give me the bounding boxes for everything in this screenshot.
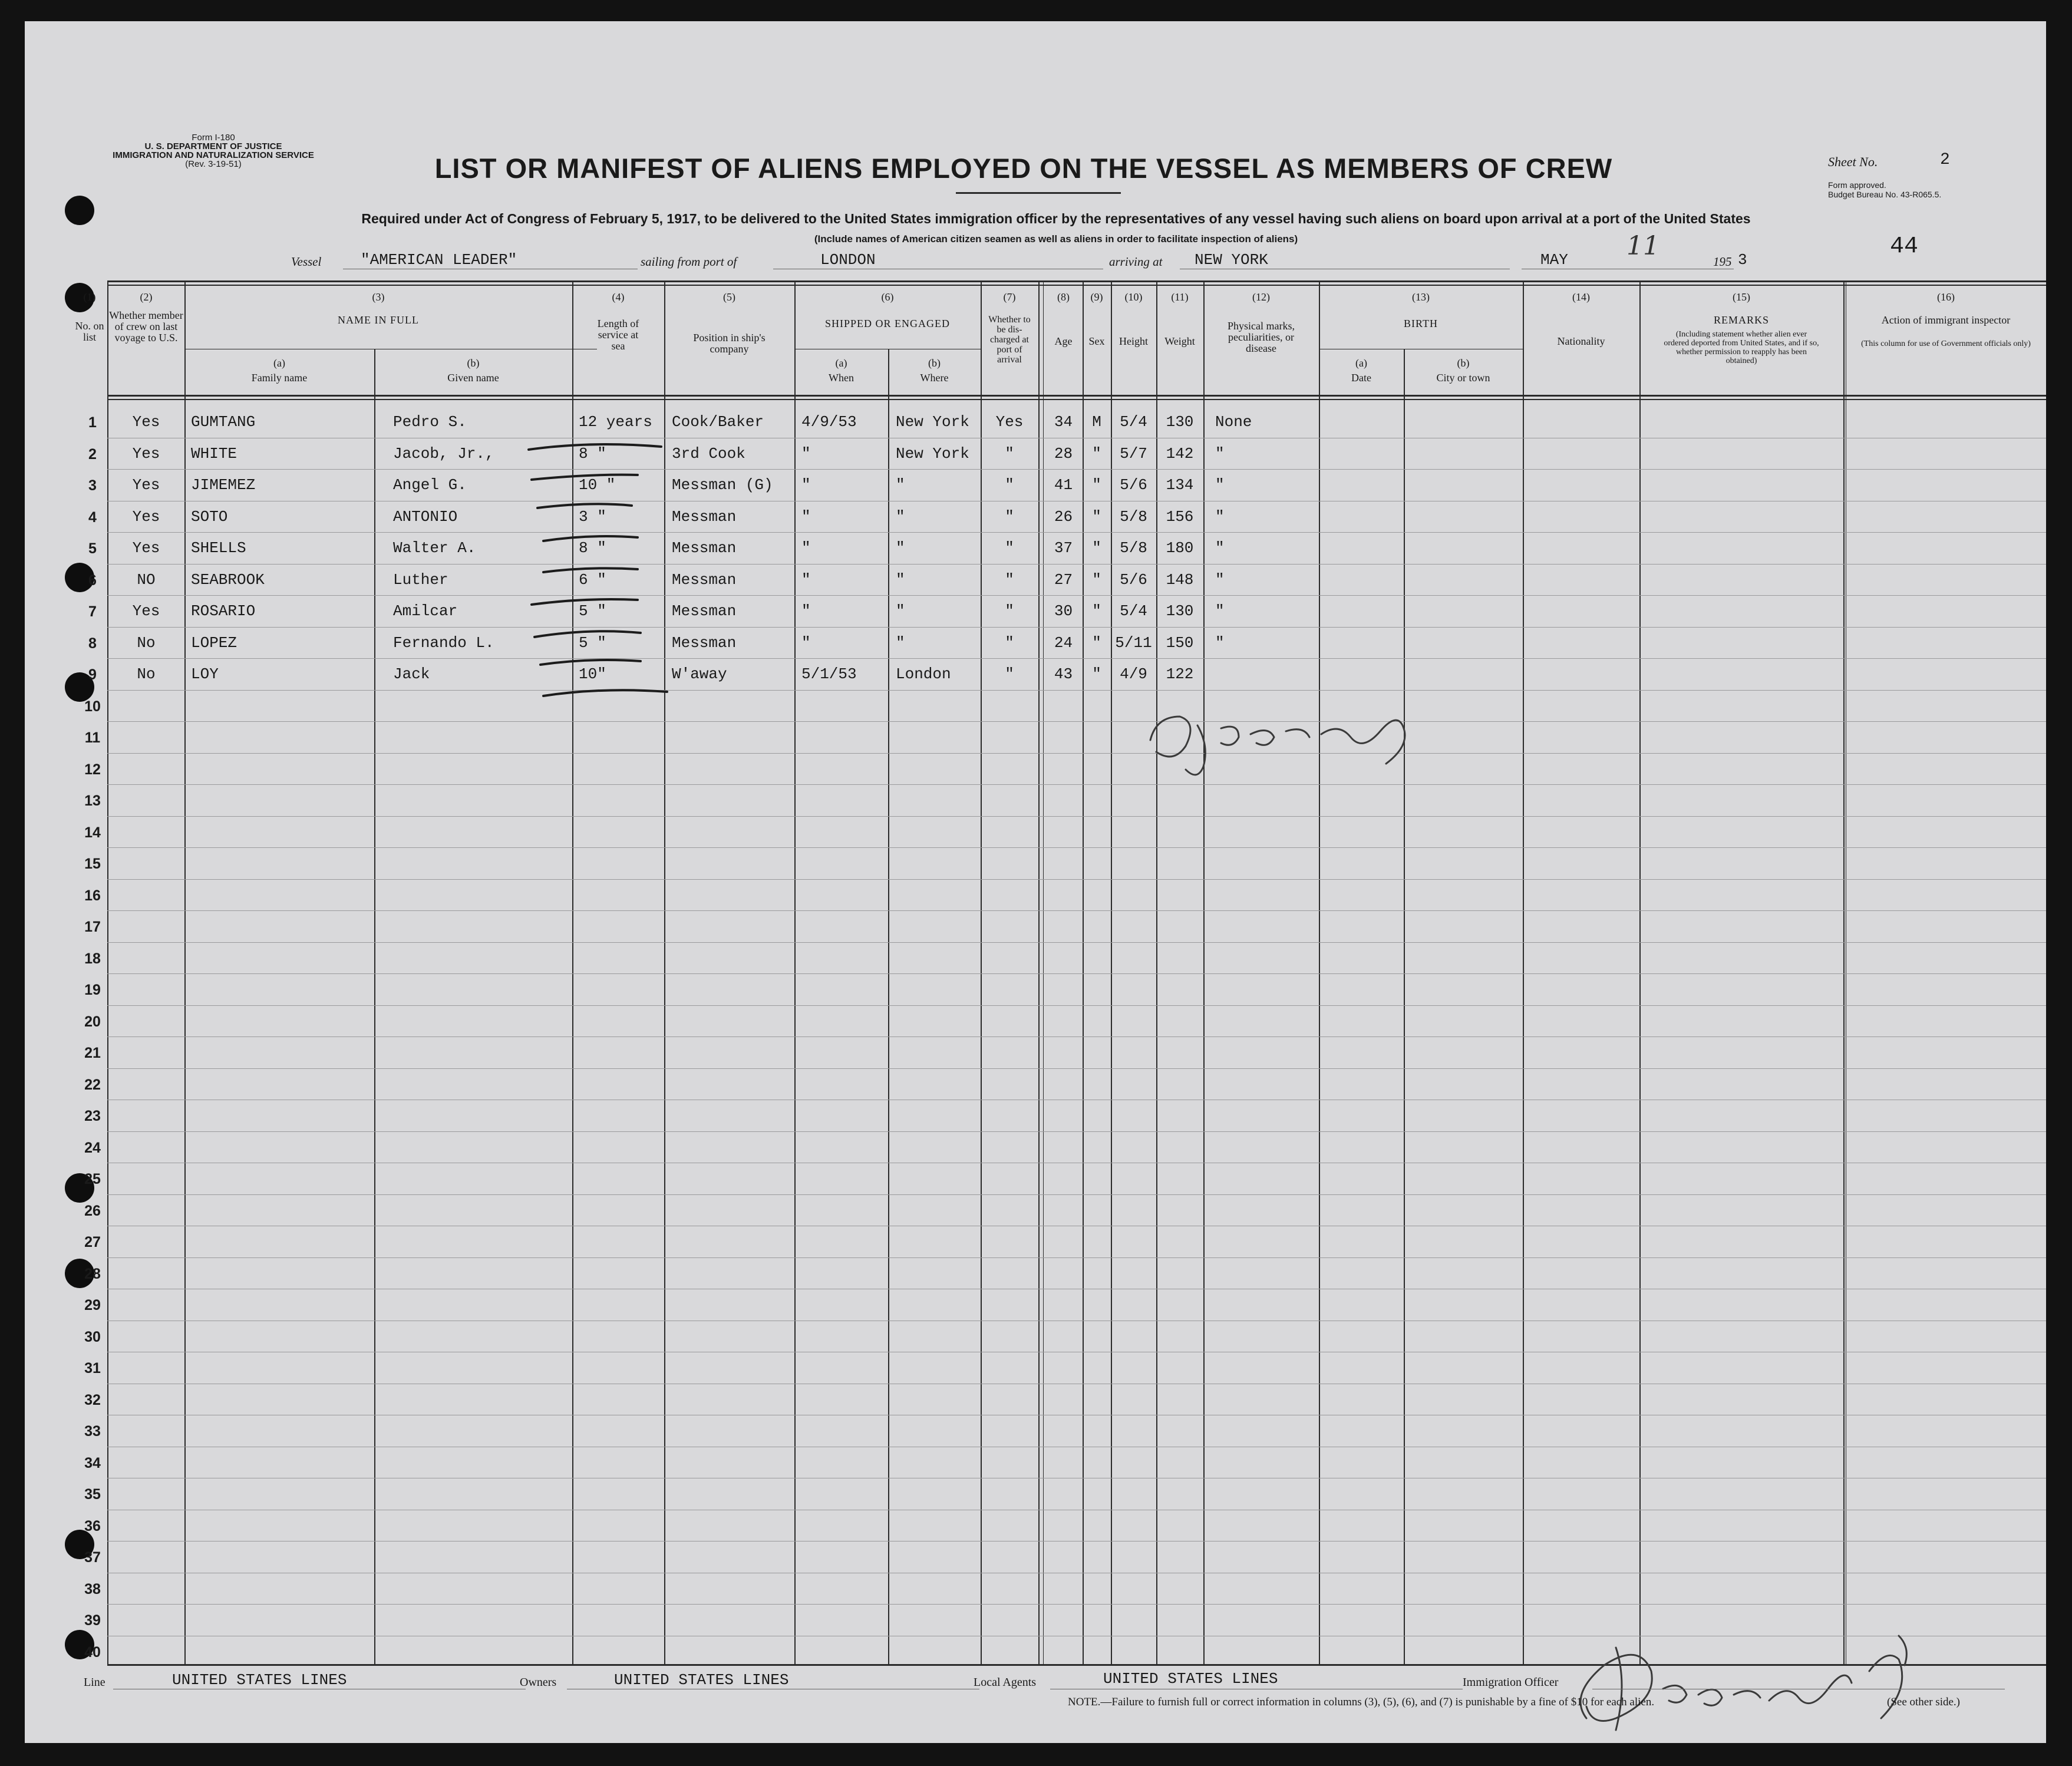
last-voyage-cell: Yes — [132, 444, 160, 463]
col10-header: Height — [1119, 335, 1148, 347]
budget-bureau-number: Budget Bureau No. 43-R065.5. — [1828, 190, 1942, 199]
col12-header: Physical marks, peculiarities, or disease — [1228, 320, 1295, 354]
age-cell: 30 — [1054, 602, 1073, 620]
row-number: 31 — [84, 1360, 101, 1377]
weight-cell: 148 — [1166, 570, 1194, 589]
discharge-cell: " — [1005, 507, 1014, 526]
strike-line — [543, 690, 667, 696]
agents-label: Local Agents — [974, 1676, 1037, 1689]
family-name-cell: LOY — [191, 665, 219, 683]
given-name-cell: Jacob, Jr., — [393, 444, 494, 463]
physical-marks-cell: " — [1215, 633, 1225, 652]
height-cell: 5/8 — [1120, 507, 1147, 526]
weight-cell: 142 — [1166, 444, 1194, 463]
arriving-label: arriving at — [1109, 255, 1163, 269]
arrival-day-handwritten: 11 — [1626, 231, 1659, 261]
sex-cell: " — [1092, 476, 1101, 494]
row-number: 18 — [84, 950, 101, 967]
owners-label: Owners — [520, 1676, 557, 1689]
shipped-when-cell: " — [801, 602, 811, 620]
row-number: 4 — [88, 509, 97, 526]
height-cell: 5/11 — [1115, 633, 1152, 652]
vessel-label: Vessel — [291, 255, 322, 269]
row-number: 30 — [84, 1329, 101, 1345]
row-number: 6 — [88, 572, 97, 589]
shipped-when-cell: " — [801, 539, 811, 557]
service-length-cell: 3 " — [579, 507, 606, 526]
strike-line — [543, 536, 638, 541]
service-length-cell: 10 " — [579, 476, 616, 494]
line-label: Line — [84, 1676, 105, 1689]
col3b-header: Given name — [447, 372, 499, 384]
row-number: 15 — [84, 856, 101, 872]
col11-number: (11) — [1171, 291, 1189, 303]
col15-header: REMARKS — [1713, 314, 1770, 326]
see-other-side: (See other side.) — [1887, 1696, 1960, 1708]
row-number: 38 — [84, 1581, 101, 1597]
vessel-name: "AMERICAN LEADER" — [361, 251, 517, 269]
discharge-cell: " — [1005, 633, 1014, 652]
height-cell: 5/7 — [1120, 444, 1147, 463]
position-cell: Messman — [672, 507, 737, 526]
position-cell: Messman (G) — [672, 476, 773, 494]
col6a-header: When — [829, 372, 854, 384]
col4-number: (4) — [612, 291, 625, 303]
row-number: 9 — [88, 666, 97, 683]
family-name-cell: LOPEZ — [191, 633, 237, 652]
age-cell: 24 — [1054, 633, 1073, 652]
height-cell: 5/8 — [1120, 539, 1147, 557]
col3-header: NAME IN FULL — [338, 314, 419, 326]
line-value: UNITED STATES LINES — [172, 1671, 347, 1689]
age-cell: 43 — [1054, 665, 1073, 683]
sailing-port: LONDON — [820, 251, 876, 269]
arrival-month: MAY — [1540, 251, 1568, 269]
strike-line — [535, 631, 641, 637]
manifest-sheet — [25, 21, 2046, 1743]
row-number: 21 — [84, 1045, 101, 1061]
col9-number: (9) — [1090, 291, 1103, 303]
row-number: 14 — [84, 824, 101, 841]
col3a-header: Family name — [251, 372, 308, 384]
inspector-initials — [1150, 717, 1405, 775]
last-voyage-cell: Yes — [132, 476, 160, 494]
weight-cell: 156 — [1166, 507, 1194, 526]
service-length-cell: 8 " — [579, 444, 606, 463]
physical-marks-cell: " — [1215, 476, 1225, 494]
shipped-where-cell: " — [896, 602, 905, 620]
col13-number: (13) — [1412, 291, 1430, 303]
department-name: U. S. DEPARTMENT OF JUSTICE — [144, 141, 282, 151]
last-voyage-cell: NO — [137, 570, 156, 589]
arriving-port: NEW YORK — [1195, 251, 1268, 269]
row-number: 29 — [84, 1297, 101, 1313]
strike-line — [543, 568, 638, 572]
shipped-when-cell: " — [801, 507, 811, 526]
sex-cell: " — [1092, 539, 1101, 557]
col15-note: (Including statement whether alien ever ordered deported from United States, and if so, whether permission to reapply has been obtained) — [1664, 330, 1819, 365]
sheet-label: Sheet No. — [1828, 154, 1878, 169]
col6b-header: Where — [920, 372, 949, 384]
row-number: 28 — [84, 1266, 101, 1282]
col8-number: (8) — [1057, 291, 1070, 303]
age-cell: 26 — [1054, 507, 1073, 526]
owners-value: UNITED STATES LINES — [614, 1671, 789, 1689]
row-number: 23 — [84, 1108, 101, 1124]
service-name: IMMIGRATION AND NATURALIZATION SERVICE — [113, 150, 314, 160]
sheet-number: 2 — [1940, 151, 1950, 169]
pen-strikes — [25, 21, 2046, 1743]
discharge-cell: " — [1005, 665, 1014, 683]
physical-marks-cell: " — [1215, 602, 1225, 620]
row-number: 10 — [84, 698, 101, 715]
col6b-number: (b) — [928, 357, 941, 369]
shipped-where-cell: " — [896, 570, 905, 589]
service-length-cell: 5 " — [579, 602, 606, 620]
sailing-label: sailing from port of — [641, 255, 737, 269]
col6-number: (6) — [881, 291, 894, 303]
officer-label: Immigration Officer — [1463, 1676, 1559, 1689]
service-length-cell: 12 years — [579, 413, 652, 431]
footer-note: NOTE.—Failure to furnish full or correct information in columns (3), (5), (6), and (7) is punishable by a fine of $10 for each alien. — [1068, 1696, 1655, 1708]
shipped-where-cell: " — [896, 633, 905, 652]
shipped-when-cell: " — [801, 476, 811, 494]
col3-number: (3) — [372, 291, 385, 303]
given-name-cell: Jack — [393, 665, 430, 683]
service-length-cell: 5 " — [579, 633, 606, 652]
row-number: 16 — [84, 887, 101, 904]
given-name-cell: Walter A. — [393, 539, 476, 557]
last-voyage-cell: No — [137, 665, 156, 683]
col16-note: (This column for use of Government officials only) — [1861, 339, 2031, 348]
row-number: 7 — [88, 603, 97, 620]
last-voyage-cell: Yes — [132, 507, 160, 526]
height-cell: 5/6 — [1120, 570, 1147, 589]
row-number: 33 — [84, 1423, 101, 1440]
row-number: 26 — [84, 1203, 101, 1219]
row-number: 37 — [84, 1549, 101, 1566]
given-name-cell: Fernando L. — [393, 633, 494, 652]
col13b-number: (b) — [1457, 357, 1470, 369]
col7-number: (7) — [1003, 291, 1016, 303]
position-cell: Messman — [672, 602, 737, 620]
col1-header: No. on list — [75, 320, 104, 343]
col6-header: SHIPPED OR ENGAGED — [824, 318, 950, 329]
service-length-cell: 10" — [579, 665, 606, 683]
family-name-cell: SEABROOK — [191, 570, 265, 589]
year-suffix: 3 — [1738, 251, 1747, 269]
physical-marks-cell: None — [1215, 413, 1252, 431]
col14-number: (14) — [1572, 291, 1590, 303]
col4-header: Length of service at sea — [597, 318, 639, 352]
col2-header: Whether member of crew on last voyage to U.S. — [109, 309, 183, 344]
shipped-where-cell: " — [896, 476, 905, 494]
height-cell: 5/6 — [1120, 476, 1147, 494]
weight-cell: 130 — [1166, 602, 1194, 620]
age-cell: 41 — [1054, 476, 1073, 494]
age-cell: 37 — [1054, 539, 1073, 557]
row-number: 20 — [84, 1014, 101, 1030]
row-number: 25 — [84, 1171, 101, 1187]
form-revision: (Rev. 3-19-51) — [185, 159, 242, 169]
discharge-cell: " — [1005, 539, 1014, 557]
physical-marks-cell: " — [1215, 507, 1225, 526]
position-cell: W'away — [672, 665, 727, 683]
shipped-where-cell: New York — [896, 444, 969, 463]
strike-line — [532, 599, 638, 605]
subtitle-note: (Include names of American citizen seamen as well as aliens in order to facilitate inspection of aliens) — [814, 233, 1298, 245]
service-length-cell: 8 " — [579, 539, 606, 557]
family-name-cell: SOTO — [191, 507, 228, 526]
shipped-when-cell: 5/1/53 — [801, 665, 857, 683]
col10-number: (10) — [1124, 291, 1143, 303]
physical-marks-cell: " — [1215, 570, 1225, 589]
sex-cell: " — [1092, 444, 1101, 463]
weight-cell: 150 — [1166, 633, 1194, 652]
family-name-cell: ROSARIO — [191, 602, 256, 620]
col16-number: (16) — [1937, 291, 1955, 303]
col13-header: BIRTH — [1404, 318, 1438, 329]
col13a-number: (a) — [1355, 357, 1367, 369]
height-cell: 4/9 — [1120, 665, 1147, 683]
row-number: 11 — [84, 729, 101, 746]
age-cell: 28 — [1054, 444, 1073, 463]
col6a-number: (a) — [835, 357, 847, 369]
row-number: 12 — [84, 761, 101, 778]
discharge-cell: " — [1005, 444, 1014, 463]
row-number: 5 — [88, 540, 97, 557]
discharge-cell: " — [1005, 602, 1014, 620]
row-number: 1 — [88, 414, 97, 431]
position-cell: 3rd Cook — [672, 444, 745, 463]
weight-cell: 180 — [1166, 539, 1194, 557]
page-title: LIST OR MANIFEST OF ALIENS EMPLOYED ON THE VESSEL AS MEMBERS OF CREW — [434, 153, 1613, 184]
family-name-cell: WHITE — [191, 444, 237, 463]
position-cell: Messman — [672, 539, 737, 557]
row-number: 13 — [84, 793, 101, 809]
height-cell: 5/4 — [1120, 413, 1147, 431]
row-number: 27 — [84, 1234, 101, 1250]
physical-marks-cell: " — [1215, 444, 1225, 463]
col11-header: Weight — [1164, 335, 1195, 347]
agents-value: UNITED STATES LINES — [1103, 1670, 1278, 1688]
sex-cell: " — [1092, 633, 1101, 652]
sex-cell: " — [1092, 665, 1101, 683]
row-number: 35 — [84, 1486, 101, 1503]
row-number: 39 — [84, 1612, 101, 1629]
row-number: 36 — [84, 1518, 101, 1534]
sex-cell: " — [1092, 570, 1101, 589]
col7-header: Whether to be dis-charged at port of arrival — [988, 315, 1031, 365]
given-name-cell: Luther — [393, 570, 448, 589]
shipped-where-cell: London — [896, 665, 951, 683]
position-cell: Messman — [672, 570, 737, 589]
form-number: Form I-180 — [192, 133, 235, 143]
service-length-cell: 6 " — [579, 570, 606, 589]
position-cell: Cook/Baker — [672, 413, 764, 431]
approval-line: Form approved. — [1828, 180, 1886, 190]
col3b-number: (b) — [467, 357, 480, 369]
strike-line — [540, 660, 641, 665]
col12-number: (12) — [1252, 291, 1270, 303]
col14-header: Nationality — [1557, 335, 1605, 347]
strike-line — [537, 504, 632, 508]
row-number: 19 — [84, 982, 101, 998]
col5-header: Position in ship's company — [693, 332, 766, 355]
physical-marks-cell: " — [1215, 539, 1225, 557]
weight-cell: 122 — [1166, 665, 1194, 683]
subtitle: Required under Act of Congress of February 5, 1917, to be delivered to the United States immigration officer by the representatives of any vessel having such aliens on board upon arrival at a port of the United States — [361, 211, 1751, 226]
sex-cell: " — [1092, 507, 1101, 526]
sex-cell: " — [1092, 602, 1101, 620]
given-name-cell: ANTONIO — [393, 507, 458, 526]
row-number: 32 — [84, 1392, 101, 1408]
page-mark: 44 — [1890, 233, 1919, 260]
given-name-cell: Pedro S. — [393, 413, 467, 431]
sex-cell: M — [1092, 413, 1101, 431]
row-number: 8 — [88, 635, 97, 652]
shipped-where-cell: " — [896, 539, 905, 557]
strike-line — [529, 444, 661, 450]
shipped-where-cell: " — [896, 507, 905, 526]
age-cell: 27 — [1054, 570, 1073, 589]
row-number: 3 — [88, 477, 97, 494]
col9-header: Sex — [1088, 335, 1105, 347]
row-number: 34 — [84, 1455, 101, 1471]
last-voyage-cell: No — [137, 633, 156, 652]
row-number: 40 — [84, 1644, 101, 1661]
col13b-header: City or town — [1436, 372, 1490, 384]
col3a-number: (a) — [273, 357, 285, 369]
shipped-when-cell: " — [801, 444, 811, 463]
col5-number: (5) — [723, 291, 735, 303]
last-voyage-cell: Yes — [132, 413, 160, 431]
shipped-when-cell: " — [801, 633, 811, 652]
discharge-cell: Yes — [995, 413, 1024, 431]
weight-cell: 130 — [1166, 413, 1194, 431]
row-number: 17 — [84, 919, 101, 935]
family-name-cell: GUMTANG — [191, 413, 256, 431]
given-name-cell: Angel G. — [393, 476, 467, 494]
row-number: 22 — [84, 1077, 101, 1093]
strike-line — [532, 475, 638, 480]
age-cell: 34 — [1054, 413, 1073, 431]
last-voyage-cell: Yes — [132, 539, 160, 557]
year-prefix: 195 — [1713, 255, 1732, 269]
discharge-cell: " — [1005, 476, 1014, 494]
shipped-when-cell: 4/9/53 — [801, 413, 857, 431]
col8-header: Age — [1054, 335, 1073, 347]
height-cell: 5/4 — [1120, 602, 1147, 620]
last-voyage-cell: Yes — [132, 602, 160, 620]
officer-signature — [1581, 1636, 1906, 1730]
family-name-cell: SHELLS — [191, 539, 246, 557]
shipped-where-cell: New York — [896, 413, 969, 431]
position-cell: Messman — [672, 633, 737, 652]
weight-cell: 134 — [1166, 476, 1194, 494]
col15-number: (15) — [1733, 291, 1750, 303]
given-name-cell: Amilcar — [393, 602, 458, 620]
col16-header: Action of immigrant inspector — [1881, 314, 2011, 326]
col13a-header: Date — [1351, 372, 1371, 384]
col2-number: (2) — [140, 291, 153, 303]
row-number: 2 — [88, 445, 97, 463]
col1-number: (1) — [83, 291, 96, 303]
family-name-cell: JIMEMEZ — [191, 476, 256, 494]
row-number: 24 — [84, 1140, 101, 1156]
shipped-when-cell: " — [801, 570, 811, 589]
discharge-cell: " — [1005, 570, 1014, 589]
